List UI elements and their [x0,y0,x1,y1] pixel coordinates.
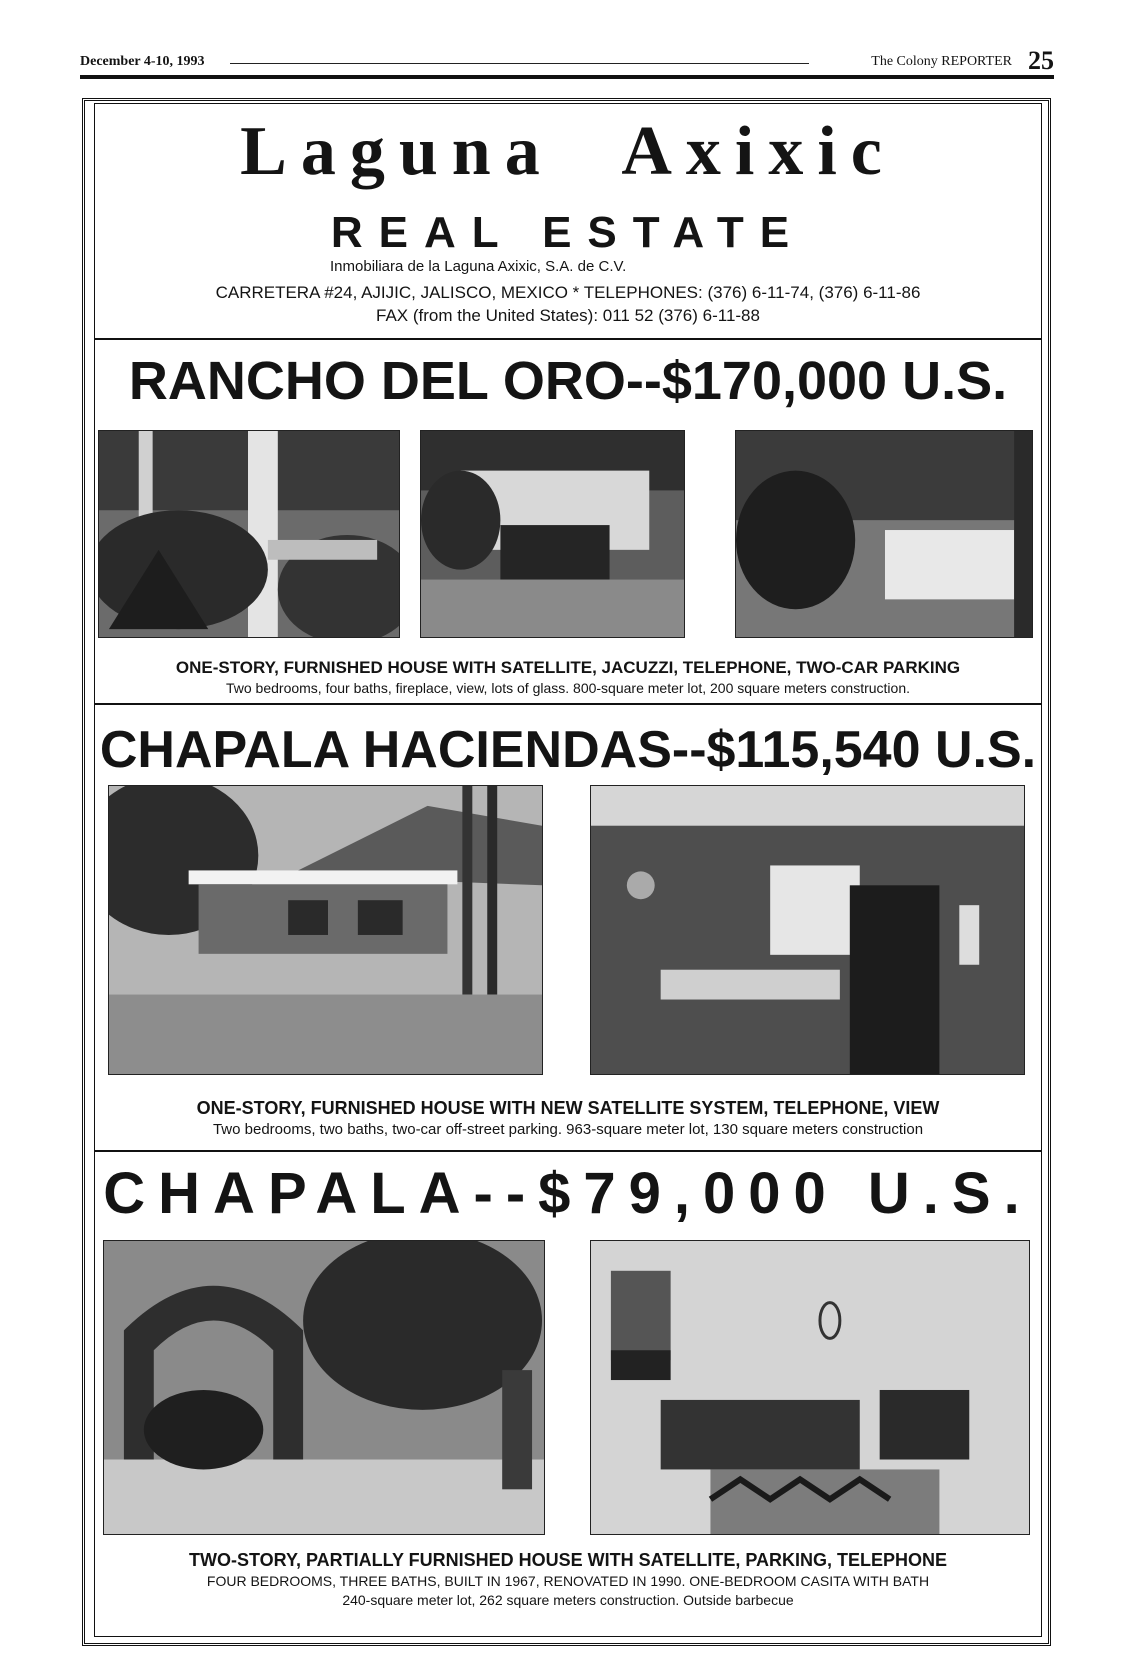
listing-details-chapala-lot: 240-square meter lot, 262 square meters construction. Outside barbecue [342,1592,794,1608]
listing-details-chapala-haciendas: Two bedrooms, two baths, two-car off-street parking. 963-square meter lot, 130 square meters construction [212,1121,924,1138]
listing-title-chapala: CHAPALA--$79,000 U.S. [103,1161,1033,1226]
advertiser-name: Laguna Axixic [240,113,896,190]
issue-date: December 4-10, 1993 [80,54,205,69]
photo-archway-courtyard [103,1240,545,1535]
advertiser-address-phones: CARRETERA #24, AJIJIC, JALISCO, MEXICO * TELEPHONES: (376) 6-11-74, (376) 6-11-86 [215,283,921,302]
page-masthead [80,46,1054,76]
section-divider [94,1150,1042,1152]
publication-name: The Colony REPORTER [871,54,1012,69]
masthead-rule [230,63,809,64]
advertiser-legal-name: Inmobiliara de la Laguna Axixic, S.A. de C.V. [330,258,627,275]
masthead-bar [80,75,1054,79]
page-number: 25 [1028,46,1054,75]
photo-patio-lounge [735,430,1033,638]
listing-headline-chapala: TWO-STORY, PARTIALLY FURNISHED HOUSE WITH SATELLITE, PARKING, TELEPHONE [188,1550,948,1570]
listing-headline-rancho-del-oro: ONE-STORY, FURNISHED HOUSE WITH SATELLITE, JACUZZI, TELEPHONE, TWO-CAR PARKING [175,658,961,677]
advertiser-fax: FAX (from the United States): 011 52 (376) 6-11-88 [376,306,760,325]
listing-title-chapala-haciendas: CHAPALA HACIENDAS--$115,540 U.S. [99,721,1037,779]
section-divider [94,703,1042,705]
photo-garden-terrace [98,430,400,638]
listing-details-chapala: FOUR BEDROOMS, THREE BATHS, BUILT IN 1967, RENOVATED IN 1990. ONE-BEDROOM CASITA WITH BATH [206,1573,930,1589]
photo-kitchen [590,785,1025,1075]
advertiser-subtitle: REAL ESTATE [330,208,806,257]
listing-headline-chapala-haciendas: ONE-STORY, FURNISHED HOUSE WITH NEW SATELLITE SYSTEM, TELEPHONE, VIEW [196,1098,940,1118]
section-divider [94,338,1042,340]
photo-dining-room [420,430,685,638]
photo-living-room [590,1240,1030,1535]
listing-details-rancho-del-oro: Two bedrooms, four baths, fireplace, view, lots of glass. 800-square meter lot, 200 square meters construction. [225,680,910,696]
listing-title-rancho-del-oro: RANCHO DEL ORO--$170,000 U.S. [128,351,1008,411]
photo-house-exterior [108,785,543,1075]
